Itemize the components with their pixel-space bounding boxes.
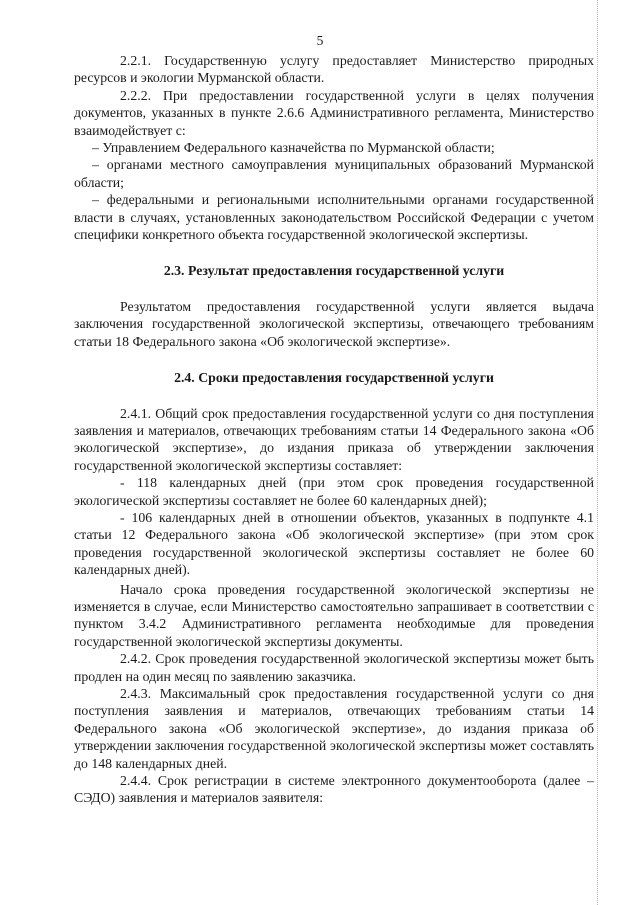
paragraph-2-4-2: 2.4.2. Срок проведения государственной экологической экспертизы может быть продлен на один месяц по заявлению заказчика. <box>74 651 594 684</box>
list-item-executive-bodies: – федеральными и региональными исполнительными органами государственной власти в случаях, установленных законодательством Российской Федерации с учетом специфики конкретного объекта государственной экологической экспертизы. <box>74 192 594 243</box>
paragraph-expertise-start: Начало срока проведения государственной экологической экспертизы не изменяется в случае, если Министерство самостоятельно запрашивает в соответствии с пунктом 3.4.2 Административного регламента необходимые для проведения государственной экологической экспертизы документы. <box>74 581 594 649</box>
list-item-local-government: – органами местного самоуправления муниципальных образований Мурманской области; <box>74 157 594 190</box>
list-item-treasury: – Управлением Федерального казначейства по Мурманской области; <box>92 140 495 156</box>
paragraph-2-4-3: 2.4.3. Максимальный срок предоставления государственной услуги со дня поступления заявления и материалов, отвечающих требованиям статьи 14 Федерального закона «Об экологической экспертизе», до издания приказа об утверждении заключения государственной экологической экспертизы может составлять до 148 календарных дней. <box>74 686 594 771</box>
page-number: 5 <box>316 33 324 48</box>
paragraph-2-2-1: 2.2.1. Государственную услугу предоставляет Министерство природных ресурсов и экологии Мурманской области. <box>74 53 594 86</box>
document-body <box>74 52 594 807</box>
section-heading-2-3: 2.3. Результат предоставления государственной услуги <box>163 263 505 279</box>
section-heading-2-4: 2.4. Сроки предоставления государственной услуги <box>174 370 494 386</box>
page-edge-line <box>597 0 598 905</box>
list-item-118-days: - 118 календарных дней (при этом срок проведения государственной экологической экспертизы составляет не более 60 календарных дней); <box>74 475 594 508</box>
list-item-106-days: - 106 календарных дней в отношении объектов, указанных в подпункте 4.1 статьи 12 Федерального закона «Об экологической экспертизе» (при этом срок проведения государственной экологической экспертизы составляет не более 60 календарных дней). <box>74 509 594 578</box>
paragraph-2-2-2: 2.2.2. При предоставлении государственной услуги в целях получения документов, указанных в пункте 2.6.6 Административного регламента, Министерство взаимодействует с: <box>74 87 594 138</box>
paragraph-result: Результатом предоставления государственной услуги является выдача заключения государственной экологической экспертизы, отвечающего требованиям статьи 18 Федерального закона «Об экологической экспертизе». <box>74 298 594 349</box>
paragraph-2-4-4: 2.4.4. Срок регистрации в системе электронного документооборота (далее – СЭДО) заявления и материалов заявителя: <box>74 773 594 806</box>
paragraph-2-4-1: 2.4.1. Общий срок предоставления государственной услуги со дня поступления заявления и материалов, отвечающих требованиям статьи 14 Федерального закона «Об экологической экспертизе», до издания приказа об утверждении заключения государственной экологической экспертизы составляет: <box>74 405 594 473</box>
